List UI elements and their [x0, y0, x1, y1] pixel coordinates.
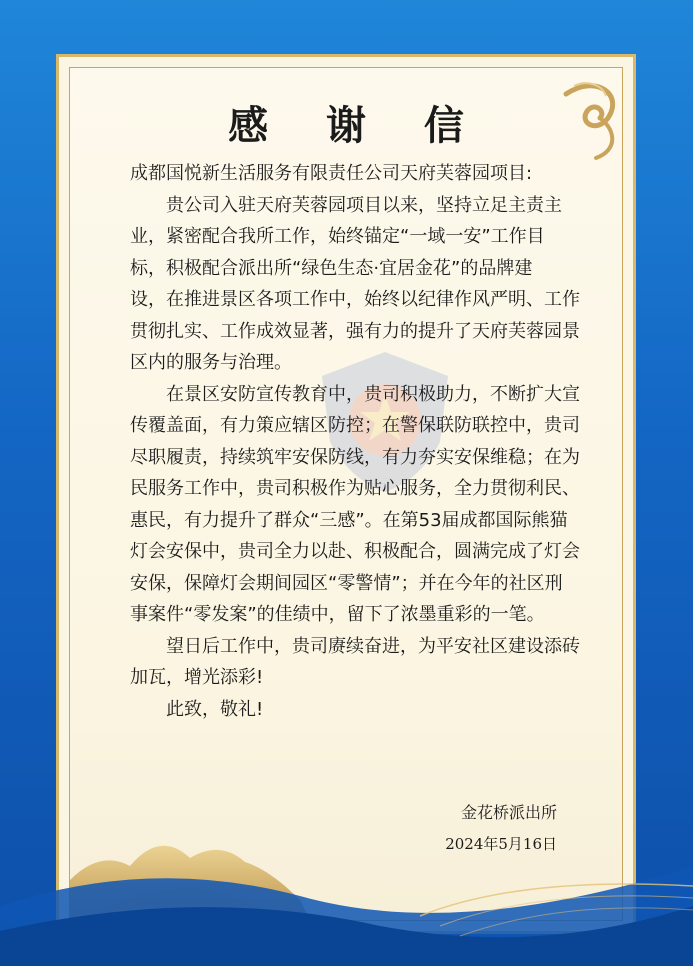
signature-date: 2024年5月16日: [445, 835, 557, 853]
salutation: 成都国悦新生活服务有限责任公司天府芙蓉园项目:: [130, 163, 533, 184]
paragraph-line: 加瓦，增光添彩!: [130, 667, 264, 688]
paragraph-line: 在景区安防宣传教育中，贵司积极助力，不断扩大宣: [166, 383, 580, 405]
paragraph-line: 惠民，有力提升了群众“三感”。在第53届成都国际熊猫: [130, 509, 568, 531]
paragraph-line: 标，积极配合派出所“绿色生态·宜居金花”的品牌建: [130, 257, 533, 279]
paragraph-line: 安保，保障灯会期间园区“零警情”；并在今年的社区刑: [130, 572, 563, 594]
paragraph-line: 尽职履责，持续筑牢安保防线，有力夯实安保维稳；在为: [130, 446, 580, 468]
paragraph-line: 设，在推进景区各项工作中，始终以纪律作风严明、工作: [130, 289, 580, 310]
paragraph-line: 望日后工作中，贵司赓续奋进，为平安社区建设添砖: [166, 635, 580, 657]
paragraph-line: 贯彻扎实、工作成效显著，强有力的提升了天府芙蓉园景: [130, 320, 580, 342]
signature-organization: 金花桥派出所: [460, 803, 557, 822]
blue-wave-decoration-icon: [0, 766, 693, 966]
paragraph-line: 传覆盖面，有力策应辖区防控；在警保联防联控中，贵司: [130, 415, 580, 436]
closing-greeting: 此致，敬礼!: [166, 698, 264, 720]
paragraph-line: 贵公司入驻天府芙蓉园项目以来，坚持立足主责主: [166, 194, 562, 216]
paragraph-line: 业，紧密配合我所工作，始终锚定“一域一安”工作目: [130, 226, 545, 247]
paragraph-line: 民服务工作中，贵司积极作为贴心服务，全力贯彻利民、: [130, 478, 580, 499]
paragraph-line: 灯会安保中，贵司全力以赴、积极配合，圆满完成了灯会: [130, 541, 580, 562]
paragraph-line: 区内的服务与治理。: [130, 352, 292, 373]
letter-body: [130, 158, 590, 725]
letter-title: 感 谢 信: [228, 102, 486, 149]
paragraph-line: 事案件“零发案”的佳绩中，留下了浓墨重彩的一笔。: [130, 604, 545, 625]
